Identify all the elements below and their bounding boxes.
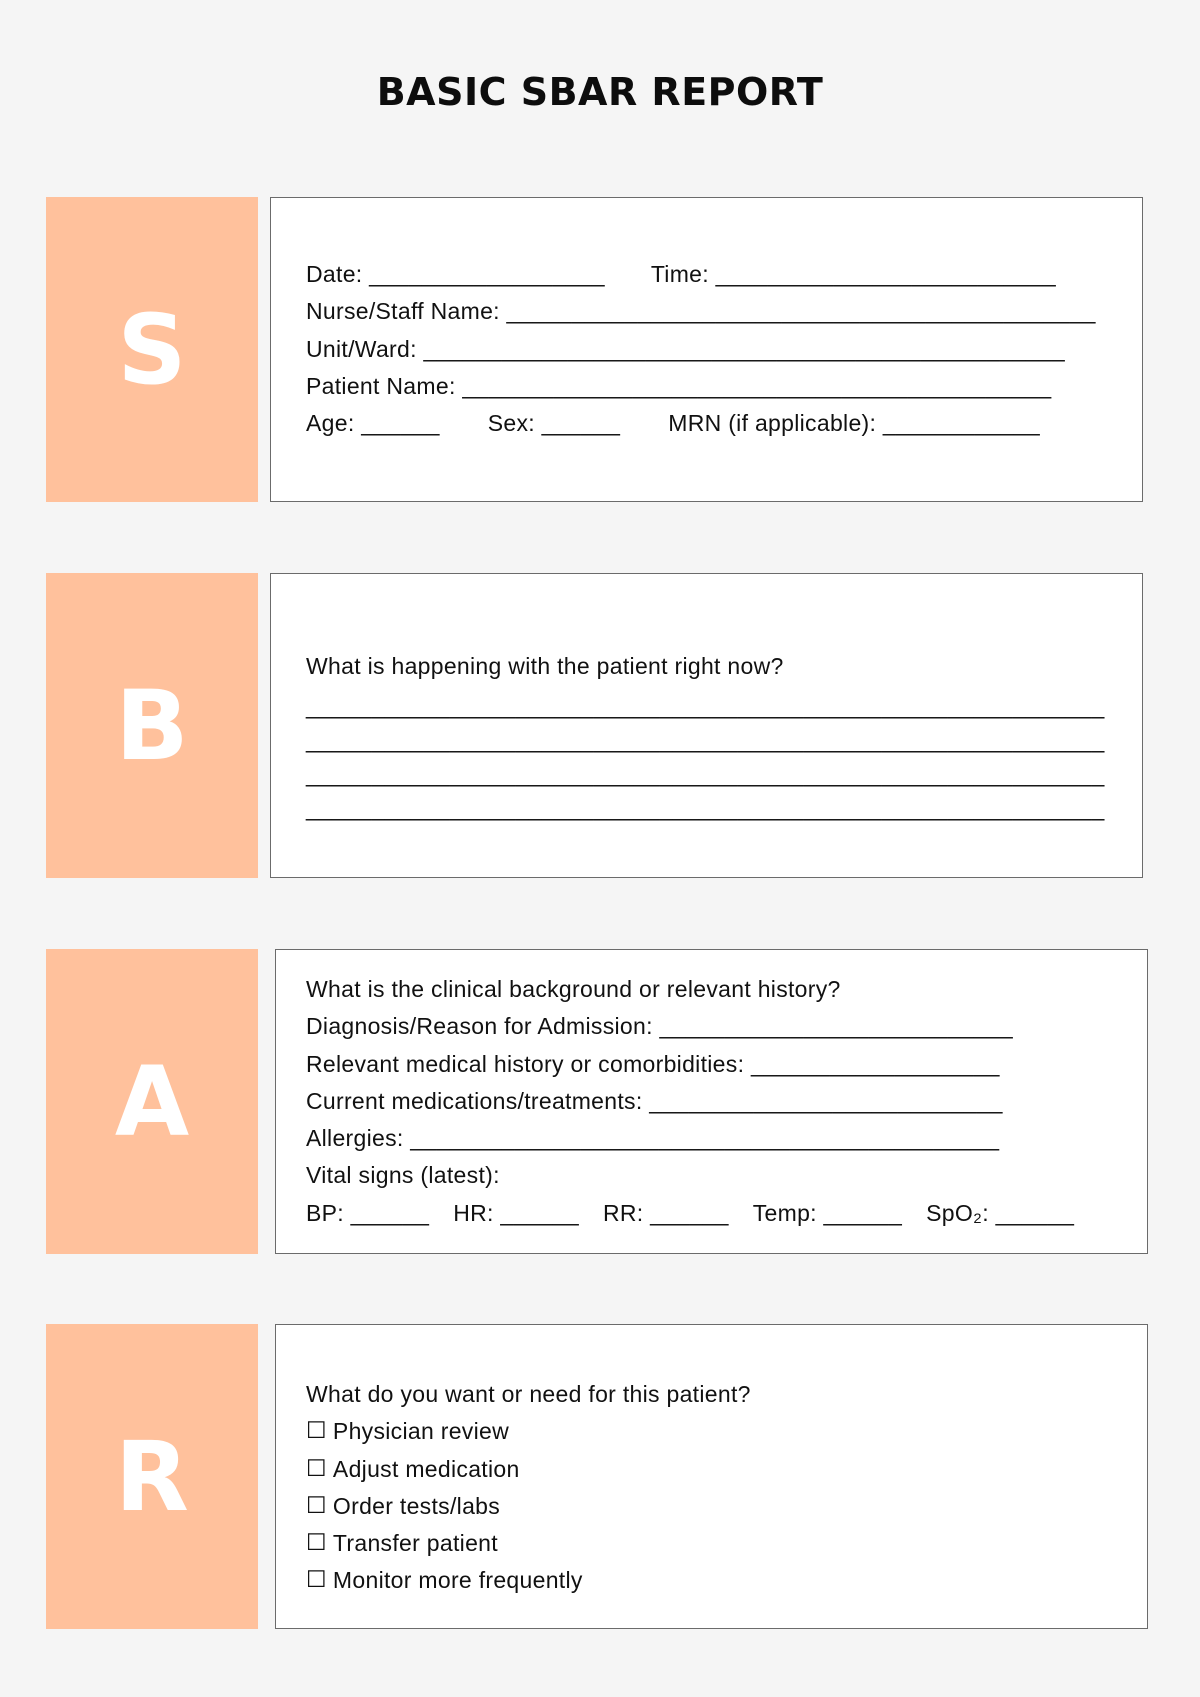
medical-history-field[interactable]: Relevant medical history or comorbidities: ___________________ bbox=[306, 1050, 1000, 1077]
option-label: Adjust medication bbox=[332, 1455, 520, 1482]
situation-question: What is happening with the patient right now? bbox=[306, 653, 784, 679]
spo2-field[interactable]: SpO₂: ______ bbox=[926, 1199, 1075, 1226]
rr-field[interactable]: RR: ______ bbox=[602, 1199, 729, 1226]
section-s-content bbox=[306, 256, 1096, 442]
section-r-letter: R bbox=[46, 1324, 258, 1629]
vital-signs-row bbox=[306, 1195, 1075, 1232]
diagnosis-field[interactable]: Diagnosis/Reason for Admission: ___________________________ bbox=[306, 1013, 1013, 1040]
vital-signs-label: Vital signs (latest): bbox=[306, 1162, 500, 1189]
option-physician-review[interactable] bbox=[306, 1413, 1066, 1450]
option-label: Monitor more frequently bbox=[332, 1567, 583, 1594]
unit-ward-field[interactable]: Unit/Ward: _________________________________________________ bbox=[306, 335, 1065, 362]
date-time-row bbox=[306, 256, 1066, 293]
date-field[interactable]: Date: __________________ bbox=[306, 261, 605, 287]
option-transfer-patient[interactable] bbox=[306, 1525, 1066, 1562]
sex-field[interactable]: Sex: ______ bbox=[487, 410, 621, 437]
section-b-letter: B bbox=[46, 573, 258, 878]
situation-answer-line[interactable]: _____________________________________________________________ bbox=[306, 761, 1105, 787]
checkbox-icon[interactable]: ☐ bbox=[306, 1567, 327, 1594]
allergies-field[interactable]: Allergies: _____________________________________________ bbox=[306, 1125, 1000, 1152]
time-field[interactable]: Time: __________________________ bbox=[650, 261, 1057, 287]
checkbox-icon[interactable]: ☐ bbox=[306, 1418, 327, 1445]
background-question: What is the clinical background or relevant history? bbox=[306, 976, 841, 1002]
temp-field[interactable]: Temp: ______ bbox=[752, 1199, 903, 1226]
checkbox-icon[interactable]: ☐ bbox=[306, 1455, 327, 1482]
section-r-content bbox=[306, 1376, 1066, 1600]
situation-answer-line[interactable]: _____________________________________________________________ bbox=[306, 795, 1105, 821]
option-label: Physician review bbox=[332, 1418, 510, 1445]
medications-field[interactable]: Current medications/treatments: ___________________________ bbox=[306, 1087, 1003, 1114]
option-order-tests[interactable] bbox=[306, 1488, 1066, 1525]
section-s-letter: S bbox=[46, 197, 258, 502]
section-a-content bbox=[306, 971, 1075, 1232]
bp-field[interactable]: BP: ______ bbox=[306, 1199, 430, 1226]
option-monitor-more[interactable] bbox=[306, 1562, 1066, 1599]
patient-name-field[interactable]: Patient Name: _____________________________________________ bbox=[306, 372, 1052, 399]
checkbox-icon[interactable]: ☐ bbox=[306, 1492, 327, 1519]
recommendation-question: What do you want or need for this patient? bbox=[306, 1381, 751, 1407]
section-b-content bbox=[306, 648, 1105, 824]
option-label: Transfer patient bbox=[332, 1530, 498, 1557]
option-label: Order tests/labs bbox=[332, 1492, 501, 1519]
age-sex-mrn-row bbox=[306, 405, 1066, 442]
situation-answer-line[interactable]: _____________________________________________________________ bbox=[306, 727, 1105, 753]
mrn-field[interactable]: MRN (if applicable): ____________ bbox=[668, 410, 1040, 437]
hr-field[interactable]: HR: ______ bbox=[453, 1199, 579, 1226]
nurse-name-field[interactable]: Nurse/Staff Name: _____________________________________________ bbox=[306, 298, 1096, 325]
situation-answer-line[interactable]: _____________________________________________________________ bbox=[306, 693, 1105, 719]
page-title: BASIC SBAR REPORT bbox=[376, 70, 824, 114]
option-adjust-medication[interactable] bbox=[306, 1451, 1066, 1488]
section-a-letter: A bbox=[46, 949, 258, 1254]
age-field[interactable]: Age: ______ bbox=[306, 410, 440, 437]
checkbox-icon[interactable]: ☐ bbox=[306, 1530, 327, 1557]
